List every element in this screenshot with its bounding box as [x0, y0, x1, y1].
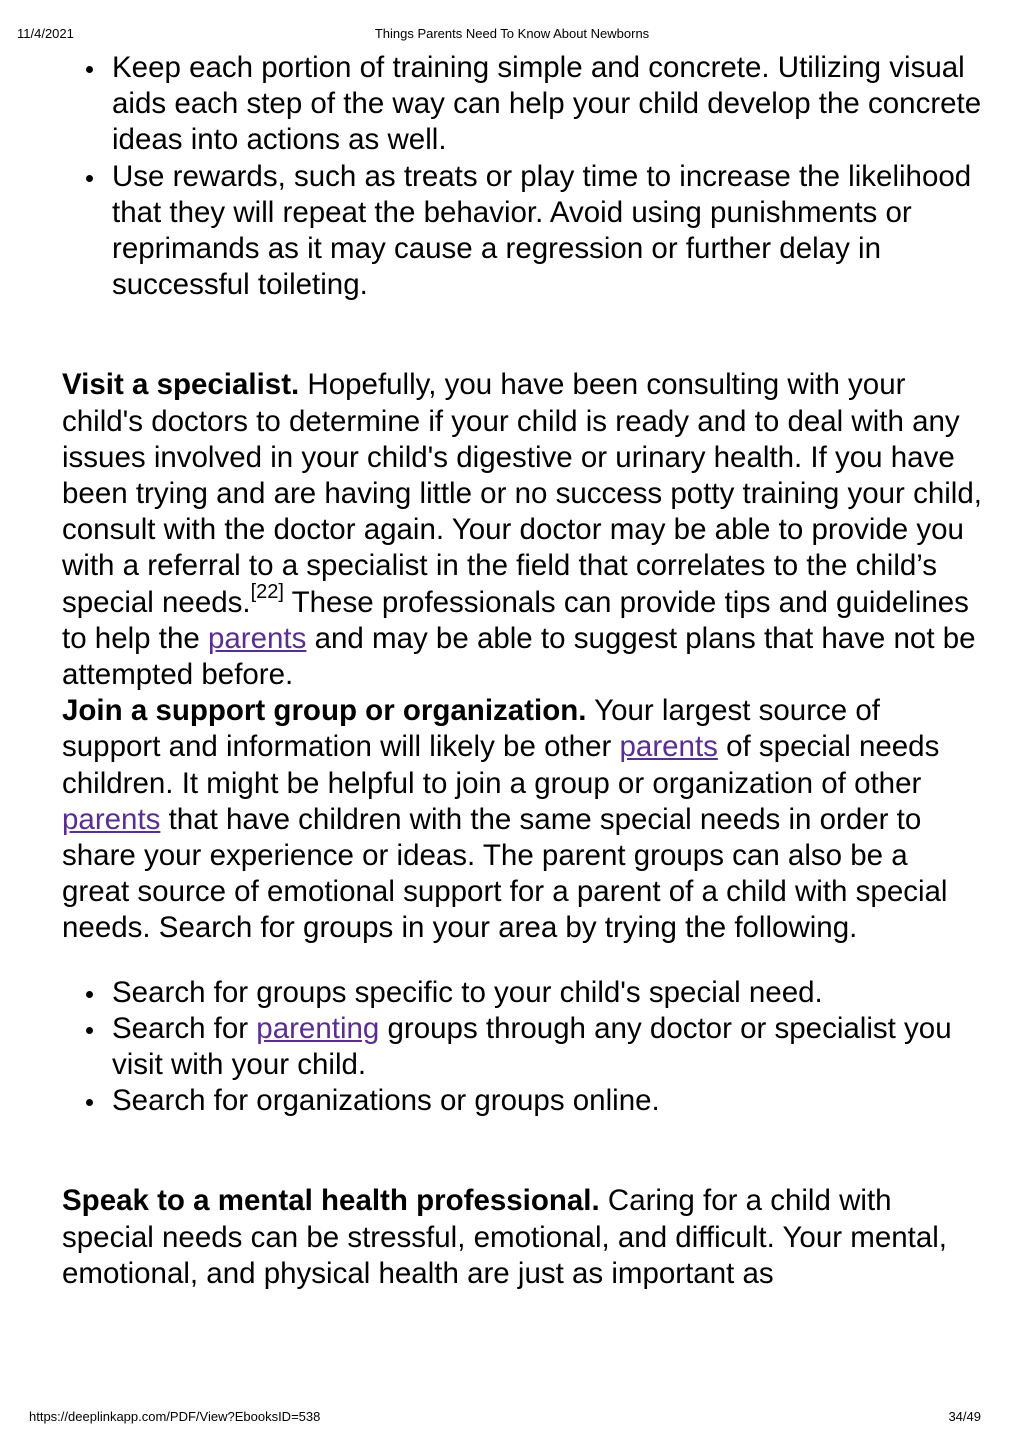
paragraph-text: Caring for a child with special needs can be stressful, emotional, and difficult. Your mental, emotional, and physical health are just as important as [62, 1184, 947, 1290]
list-item: Keep each portion of training simple and concrete. Utilizing visual aids each step of the way can help your child develop the concrete ideas into actions as well. [62, 50, 982, 159]
support-heading: Join a support group or organization. [62, 694, 587, 728]
mental-health-heading: Speak to a mental health professional. [62, 1184, 600, 1218]
specialist-heading: Visit a specialist. [62, 368, 300, 402]
paragraph-text: Your largest source of support and information will likely be other [62, 694, 880, 764]
list-item: Search for groups specific to your child's special need. [62, 975, 982, 1011]
header-date: 11/4/2021 [17, 26, 74, 41]
page-number: 34/49 [948, 1409, 981, 1424]
list-item: Search for organizations or groups online. [62, 1083, 982, 1119]
paragraph-text: that have children with the same special needs in order to share your experience or ideas. The parent groups can also be a great source of emotional support for a parent of a child with special needs. Search for groups in your area by trying the following. [62, 802, 948, 945]
paragraph-text: Hopefully, you have been consulting with your child's doctors to determine if your child is ready and to deal with any issues involved in your child's digestive or urinary health. If you have been trying and are having little or no success potty training your child, consult with the doctor again. Your doctor may be able to provide you with a referral to a specialist in the field that correlates to the child’s special needs. [62, 368, 982, 619]
paragraph-text: of special needs children. It might be helpful to join a group or organization of other [62, 730, 940, 800]
header-title: Things Parents Need To Know About Newborns [374, 26, 650, 41]
list-item-text: Search for [112, 1011, 257, 1045]
parents-link[interactable]: parents [207, 621, 307, 655]
support-paragraph [62, 693, 982, 946]
footer-url: https://deeplinkapp.com/PDF/View?EbooksID=538 [29, 1409, 321, 1424]
specialist-paragraph [62, 367, 982, 693]
training-tips-list [62, 50, 982, 303]
parents-link[interactable]: parents [62, 802, 161, 836]
citation-marker: [22] [250, 580, 284, 603]
parents-link[interactable]: parents [619, 730, 718, 764]
search-groups-list [62, 975, 982, 1120]
paragraph-text: These professionals can provide tips and guidelines to help the [62, 585, 969, 655]
mental-health-paragraph [62, 1183, 982, 1292]
page-content [62, 50, 982, 1292]
list-item-text: groups through any doctor or specialist you visit with your child. [112, 1011, 952, 1082]
parenting-link[interactable]: parenting [256, 1011, 380, 1045]
list-item: Use rewards, such as treats or play time to increase the likelihood that they will repeat the behavior. Avoid using punishments or reprimands as it may cause a regression or further delay in successful toileting. [62, 159, 982, 304]
list-item [62, 1011, 982, 1083]
paragraph-text: and may be able to suggest plans that have not be attempted before. [62, 621, 976, 692]
